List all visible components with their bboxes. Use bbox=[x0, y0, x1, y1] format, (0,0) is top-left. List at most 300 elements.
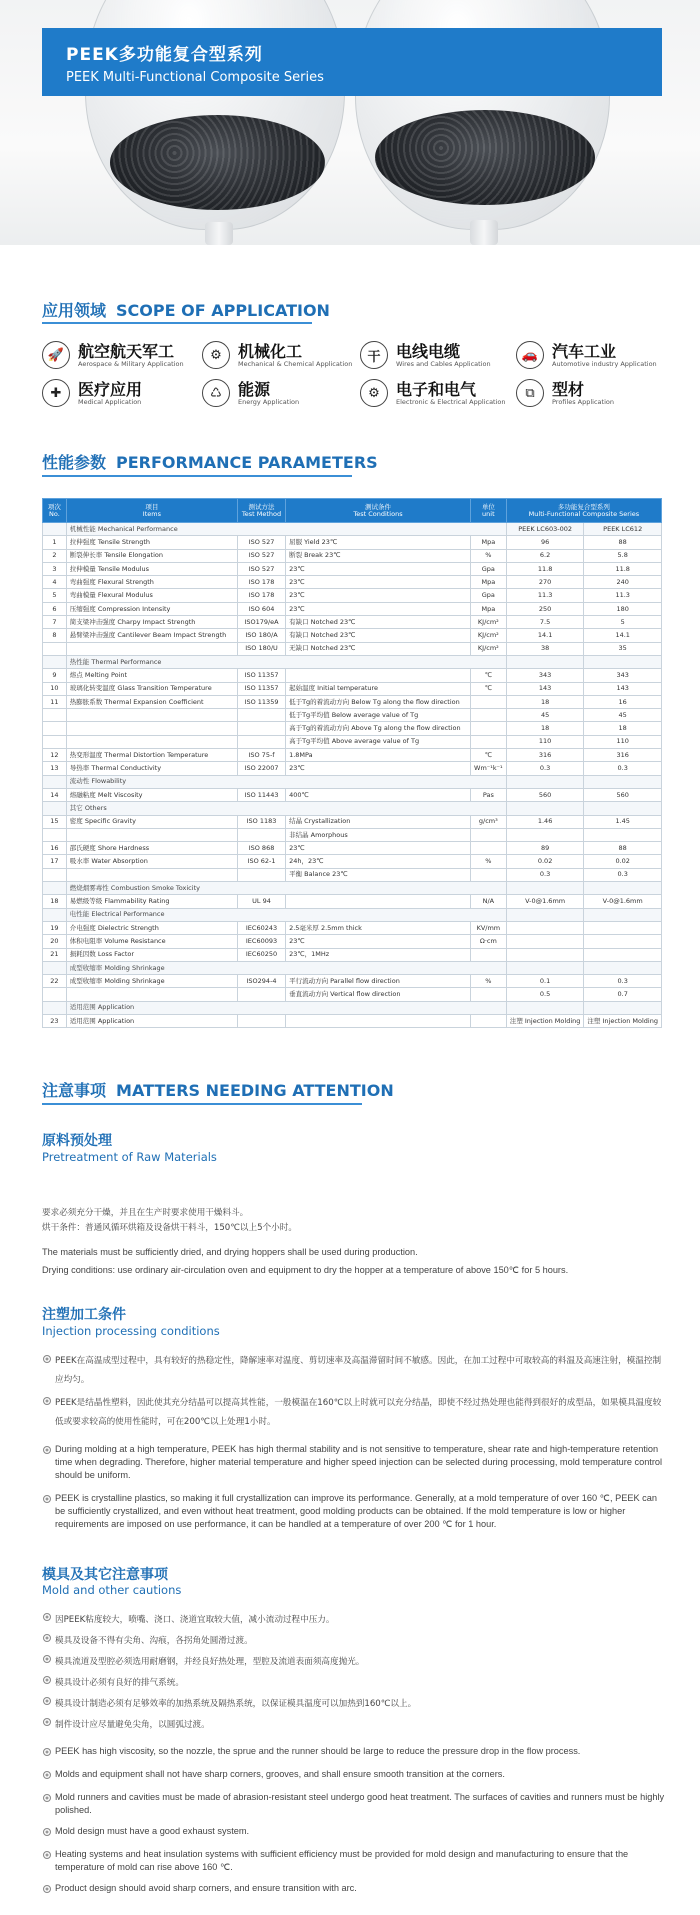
table-cell: 88 bbox=[584, 536, 662, 549]
table-cell: 起始温度 Initial temperature bbox=[286, 682, 471, 695]
header-method: 测试方法 Test Method bbox=[237, 499, 285, 523]
table-cell bbox=[66, 735, 237, 748]
table-cell: PEEK LC603-002 bbox=[506, 523, 584, 536]
table-cell: 有缺口 Notched 23℃ bbox=[286, 629, 471, 642]
table-cell bbox=[584, 775, 662, 788]
table-cell bbox=[506, 935, 584, 948]
injection-title-cn: 注塑加工条件 bbox=[42, 1307, 126, 1323]
table-row bbox=[43, 842, 662, 855]
table-cell bbox=[237, 988, 285, 1001]
table-cell: 11.3 bbox=[506, 589, 584, 602]
table-row bbox=[43, 616, 662, 629]
list-item: PEEK在高温成型过程中，具有较好的热稳定性，降解速率对温度、剪切速率及高温滞留时间不敏感。因此，在加工过程中可取较高的料温及高速注射，模温控制应均匀。 bbox=[42, 1352, 667, 1390]
list-item: 模具设计必须有良好的排气系统。 bbox=[42, 1673, 667, 1694]
table-cell: 有缺口 Notched 23℃ bbox=[286, 616, 471, 629]
table-cell: 7.5 bbox=[506, 616, 584, 629]
table-category-row bbox=[43, 655, 662, 668]
table-cell: 拉伸模量 Tensile Modulus bbox=[66, 562, 237, 575]
table-cell bbox=[237, 828, 285, 841]
table-row bbox=[43, 788, 662, 801]
app-cables: 干 电线电缆 Wires and Cables Application bbox=[360, 340, 510, 372]
table-cell: 240 bbox=[584, 576, 662, 589]
table-row bbox=[43, 602, 662, 615]
table-cell bbox=[43, 722, 67, 735]
table-cell: 3 bbox=[43, 562, 67, 575]
table-category-row bbox=[43, 523, 662, 536]
table-cell: ISO 62-1 bbox=[237, 855, 285, 868]
table-cell: 平衡 Balance 23℃ bbox=[286, 868, 471, 881]
table-cell: 23 bbox=[43, 1014, 67, 1027]
table-cell: 成型收缩率 Molding Shrinkage bbox=[66, 961, 506, 974]
table-cell: ISO 178 bbox=[237, 589, 285, 602]
app-aerospace: 🚀 航空航天军工 Aerospace & Military Application bbox=[42, 340, 192, 372]
table-cell bbox=[43, 961, 67, 974]
app-profiles: ⧉ 型材 Profiles Application bbox=[516, 378, 666, 410]
table-cell: 2 bbox=[43, 549, 67, 562]
table-cell: 16 bbox=[43, 842, 67, 855]
table-cell: 吸水率 Water Absorption bbox=[66, 855, 237, 868]
table-cell: ISO 22007 bbox=[237, 762, 285, 775]
table-cell: 成型收缩率 Molding Shrinkage bbox=[66, 975, 237, 988]
list-item: 模具设计制造必须有足够效率的加热系统及隔热系统，以保证模具温度可以加热到160℃以上。 bbox=[42, 1694, 667, 1715]
table-cell: 14.1 bbox=[584, 629, 662, 642]
header-conditions: 测试条件 Test Conditions bbox=[286, 499, 471, 523]
header-items: 项目 Items bbox=[66, 499, 237, 523]
right-pellets bbox=[375, 110, 595, 205]
table-cell bbox=[286, 1014, 471, 1027]
attention-heading: 注意事项 MATTERS NEEDING ATTENTION bbox=[42, 1081, 394, 1100]
table-cell: 96 bbox=[506, 536, 584, 549]
table-cell bbox=[237, 722, 285, 735]
table-cell: 5.8 bbox=[584, 549, 662, 562]
table-cell: KJ/cm² bbox=[470, 642, 506, 655]
table-cell bbox=[584, 882, 662, 895]
table-row bbox=[43, 562, 662, 575]
table-cell bbox=[506, 961, 584, 974]
table-cell: 4 bbox=[43, 576, 67, 589]
table-cell: % bbox=[470, 975, 506, 988]
table-cell: 11 bbox=[43, 695, 67, 708]
table-row bbox=[43, 868, 662, 881]
table-cell: 23℃ bbox=[286, 576, 471, 589]
mold-cn-list bbox=[42, 1610, 667, 1736]
table-row bbox=[43, 762, 662, 775]
table-cell bbox=[470, 948, 506, 961]
table-cell: 14.1 bbox=[506, 629, 584, 642]
table-cell bbox=[237, 735, 285, 748]
table-cell bbox=[470, 695, 506, 708]
table-cell bbox=[470, 988, 506, 1001]
table-cell: 270 bbox=[506, 576, 584, 589]
table-category-row bbox=[43, 961, 662, 974]
table-cell: 适用范围 Application bbox=[66, 1001, 506, 1014]
pretreat-title-en: Pretreatment of Raw Materials bbox=[42, 1150, 217, 1164]
table-cell: PEEK LC612 bbox=[584, 523, 662, 536]
table-cell: Pas bbox=[470, 788, 506, 801]
table-cell: 拉伸强度 Tensile Strength bbox=[66, 536, 237, 549]
table-cell: ISO 11359 bbox=[237, 695, 285, 708]
app-mechanical: ⚙ 机械化工 Mechanical & Chemical Application bbox=[202, 340, 352, 372]
table-cell: N/A bbox=[470, 895, 506, 908]
table-cell: IEC60093 bbox=[237, 935, 285, 948]
table-cell: 23℃ bbox=[286, 589, 471, 602]
table-cell: % bbox=[470, 855, 506, 868]
table-cell: 体积电阻率 Volume Resistance bbox=[66, 935, 237, 948]
table-category-row bbox=[43, 802, 662, 815]
table-cell: 无缺口 Notched 23℃ bbox=[286, 642, 471, 655]
table-cell: 1.46 bbox=[506, 815, 584, 828]
table-cell: 介电强度 Dielectric Strength bbox=[66, 921, 237, 934]
table-cell: 玻璃化转变温度 Glass Transition Temperature bbox=[66, 682, 237, 695]
header-no: 项次 No. bbox=[43, 499, 67, 523]
table-cell: UL 94 bbox=[237, 895, 285, 908]
table-cell: 23℃ bbox=[286, 842, 471, 855]
table-cell: 143 bbox=[584, 682, 662, 695]
table-row bbox=[43, 735, 662, 748]
table-cell: 23℃ bbox=[286, 602, 471, 615]
table-cell: IEC60250 bbox=[237, 948, 285, 961]
table-cell bbox=[43, 908, 67, 921]
table-cell: ISO 75-f bbox=[237, 749, 285, 762]
table-cell: 17 bbox=[43, 855, 67, 868]
table-cell: 23℃，1MHz bbox=[286, 948, 471, 961]
table-cell: 0.3 bbox=[506, 868, 584, 881]
table-cell bbox=[584, 948, 662, 961]
table-cell bbox=[584, 1001, 662, 1014]
table-cell: 热膨胀系数 Thermal Expansion Coefficient bbox=[66, 695, 237, 708]
mold-title-en: Mold and other cautions bbox=[42, 1583, 182, 1597]
cable-icon: 干 bbox=[360, 341, 388, 369]
table-cell: ISO 604 bbox=[237, 602, 285, 615]
injection-cn-list bbox=[42, 1352, 667, 1432]
table-cell bbox=[43, 775, 67, 788]
table-cell: 13 bbox=[43, 762, 67, 775]
table-cell bbox=[43, 1001, 67, 1014]
table-cell: 45 bbox=[506, 709, 584, 722]
table-cell: 0.3 bbox=[584, 762, 662, 775]
table-row bbox=[43, 629, 662, 642]
chip-icon: ⚙ bbox=[360, 379, 388, 407]
recycle-icon: ♺ bbox=[202, 379, 230, 407]
table-cell: 560 bbox=[584, 788, 662, 801]
table-cell bbox=[470, 1014, 506, 1027]
table-cell: 18 bbox=[506, 695, 584, 708]
rocket-icon: 🚀 bbox=[42, 341, 70, 369]
table-cell bbox=[470, 709, 506, 722]
table-row bbox=[43, 589, 662, 602]
table-cell: g/cm³ bbox=[470, 815, 506, 828]
table-cell bbox=[584, 802, 662, 815]
performance-heading: 性能参数 PERFORMANCE PARAMETERS bbox=[42, 453, 378, 472]
table-row bbox=[43, 709, 662, 722]
list-item: Mold runners and cavities must be made of abrasion-resistant steel undergo good heat treatment. The surfaces of cavities and runners must be highly polished. bbox=[42, 1791, 667, 1817]
table-cell bbox=[584, 921, 662, 934]
table-cell bbox=[584, 908, 662, 921]
table-cell: 250 bbox=[506, 602, 584, 615]
table-cell: KJ/cm² bbox=[470, 616, 506, 629]
table-cell: 38 bbox=[506, 642, 584, 655]
table-cell: 18 bbox=[43, 895, 67, 908]
table-cell: 弯曲强度 Flexural Strength bbox=[66, 576, 237, 589]
table-row bbox=[43, 1014, 662, 1027]
table-cell: 11.8 bbox=[506, 562, 584, 575]
mold-en-list bbox=[42, 1745, 667, 1895]
table-cell: ℃ bbox=[470, 682, 506, 695]
table-cell: Ω·cm bbox=[470, 935, 506, 948]
table-cell: 23℃ bbox=[286, 762, 471, 775]
table-cell bbox=[506, 655, 584, 668]
list-item: PEEK是结晶性塑料，因此使其充分结晶可以提高其性能，一般模温在160℃以上时就可以充分结晶，即使不经过热处理也能得到很好的成型品，如果模具温度较低或要求较高的使用性能时，可在200℃以上处理1小时。 bbox=[42, 1394, 667, 1432]
table-cell: 89 bbox=[506, 842, 584, 855]
left-pellets bbox=[110, 115, 325, 210]
table-cell: 18 bbox=[584, 722, 662, 735]
table-cell: 0.5 bbox=[506, 988, 584, 1001]
table-cell: 机械性能 Mechanical Performance bbox=[66, 523, 506, 536]
banner-title-cn: PEEK多功能复合型系列 bbox=[66, 45, 263, 65]
table-cell: 邵氏硬度 Shore Hardness bbox=[66, 842, 237, 855]
table-cell: 导热率 Thermal Conductivity bbox=[66, 762, 237, 775]
banner-title-en: PEEK Multi-Functional Composite Series bbox=[66, 70, 324, 85]
table-cell bbox=[584, 961, 662, 974]
table-cell: 316 bbox=[584, 749, 662, 762]
gear-icon: ⚙ bbox=[202, 341, 230, 369]
table-cell bbox=[470, 842, 506, 855]
table-cell bbox=[506, 908, 584, 921]
table-cell: ISO179/eA bbox=[237, 616, 285, 629]
table-cell: 0.02 bbox=[506, 855, 584, 868]
list-item: 模具流道及型腔必须选用耐磨钢，并经良好热处理，型腔及流道表面须高度抛光。 bbox=[42, 1652, 667, 1673]
table-cell bbox=[237, 868, 285, 881]
table-cell: 熔点 Melting Point bbox=[66, 669, 237, 682]
list-item: Heating systems and heat insulation systems with sufficient efficiency must be provided for mold design and manufacturing to ensure that the temperature of mold can rise above 160 ℃. bbox=[42, 1848, 667, 1874]
table-cell bbox=[506, 882, 584, 895]
table-cell: 易燃级等级 Flammability Rating bbox=[66, 895, 237, 908]
table-cell: 注塑 Injection Molding bbox=[584, 1014, 662, 1027]
table-row bbox=[43, 948, 662, 961]
table-cell bbox=[584, 655, 662, 668]
table-cell: 高于Tg平均值 Above average value of Tg bbox=[286, 735, 471, 748]
table-cell bbox=[286, 669, 471, 682]
table-cell: 16 bbox=[584, 695, 662, 708]
table-cell bbox=[470, 722, 506, 735]
table-cell: ISO 11443 bbox=[237, 788, 285, 801]
pretreat-en-text: The materials must be sufficiently dried, and drying hoppers shall be used during production. Drying conditions: use ordinary air-circulation oven and equipment to dry the hopper at a temperature of above 150℃ for 5 hours. bbox=[42, 1247, 569, 1275]
table-cell: 11.8 bbox=[584, 562, 662, 575]
table-header-row bbox=[43, 499, 662, 523]
table-cell bbox=[43, 882, 67, 895]
table-cell: 110 bbox=[506, 735, 584, 748]
table-cell: V-0@1.6mm bbox=[506, 895, 584, 908]
table-cell bbox=[470, 735, 506, 748]
table-cell: ℃ bbox=[470, 669, 506, 682]
scope-heading: 应用领域 SCOPE OF APPLICATION bbox=[42, 301, 330, 320]
table-cell bbox=[66, 642, 237, 655]
table-cell: 电性能 Electrical Performance bbox=[66, 908, 506, 921]
table-cell: % bbox=[470, 549, 506, 562]
table-cell bbox=[506, 802, 584, 815]
table-cell: 2.5毫米厚 2.5mm thick bbox=[286, 921, 471, 934]
list-item: 制件设计应尽量避免尖角，以圆弧过渡。 bbox=[42, 1715, 667, 1736]
table-cell: 316 bbox=[506, 749, 584, 762]
table-cell bbox=[506, 948, 584, 961]
table-cell: 6 bbox=[43, 602, 67, 615]
table-cell: V-0@1.6mm bbox=[584, 895, 662, 908]
car-icon: 🚗 bbox=[516, 341, 544, 369]
table-cell bbox=[237, 709, 285, 722]
table-cell bbox=[237, 1014, 285, 1027]
table-cell: 弯曲模量 Flexural Modulus bbox=[66, 589, 237, 602]
table-cell: 压缩强度 Compression Intensity bbox=[66, 602, 237, 615]
table-row bbox=[43, 855, 662, 868]
table-cell: 0.02 bbox=[584, 855, 662, 868]
table-cell: 15 bbox=[43, 815, 67, 828]
injection-en-list bbox=[42, 1443, 667, 1531]
table-row bbox=[43, 749, 662, 762]
table-cell: Gpa bbox=[470, 589, 506, 602]
table-cell: 0.3 bbox=[584, 868, 662, 881]
table-cell: 垂直流动方向 Vertical flow direction bbox=[286, 988, 471, 1001]
table-cell bbox=[43, 802, 67, 815]
table-cell bbox=[43, 655, 67, 668]
table-cell: ISO 11357 bbox=[237, 682, 285, 695]
table-cell bbox=[66, 868, 237, 881]
table-cell bbox=[506, 1001, 584, 1014]
app-medical: ✚ 医疗应用 Medical Application bbox=[42, 378, 192, 410]
table-cell: 343 bbox=[584, 669, 662, 682]
table-cell bbox=[43, 642, 67, 655]
table-cell: KV/mm bbox=[470, 921, 506, 934]
list-item: Mold design must have a good exhaust system. bbox=[42, 1825, 667, 1838]
table-row bbox=[43, 576, 662, 589]
table-cell: Mpa bbox=[470, 536, 506, 549]
table-cell: 88 bbox=[584, 842, 662, 855]
table-cell: 22 bbox=[43, 975, 67, 988]
table-cell: KJ/cm² bbox=[470, 629, 506, 642]
title-banner bbox=[42, 28, 662, 96]
table-cell: ISO 527 bbox=[237, 536, 285, 549]
table-cell: 21 bbox=[43, 948, 67, 961]
table-cell: 结晶 Crystallization bbox=[286, 815, 471, 828]
table-cell: 110 bbox=[584, 735, 662, 748]
table-cell: 35 bbox=[584, 642, 662, 655]
table-cell: ISO 11357 bbox=[237, 669, 285, 682]
table-cell: 11.3 bbox=[584, 589, 662, 602]
table-cell bbox=[470, 828, 506, 841]
table-cell: 损耗因数 Loss Factor bbox=[66, 948, 237, 961]
table-cell: 注塑 Injection Molding bbox=[506, 1014, 584, 1027]
table-cell: ISO 180/U bbox=[237, 642, 285, 655]
table-cell: 高于Tg的着流动方向 Above Tg along the flow direction bbox=[286, 722, 471, 735]
table-cell: 0.7 bbox=[584, 988, 662, 1001]
pretreat-cn-text: 要求必须充分干燥，并且在生产时要求使用干燥料斗。 烘干条件：普通风循环烘箱及设备烘干料斗，150℃以上5个小时。 bbox=[42, 1208, 297, 1233]
table-cell bbox=[506, 775, 584, 788]
injection-title-en: Injection processing conditions bbox=[42, 1324, 220, 1338]
header-series: 多功能复合型系列 Multi-Functional Composite Series bbox=[506, 499, 661, 523]
table-cell: 1.8MPa bbox=[286, 749, 471, 762]
table-cell: 7 bbox=[43, 616, 67, 629]
table-cell: ISO 180/A bbox=[237, 629, 285, 642]
table-cell: 18 bbox=[506, 722, 584, 735]
table-cell: 560 bbox=[506, 788, 584, 801]
table-cell: 14 bbox=[43, 788, 67, 801]
mold-title-cn: 模具及其它注意事项 bbox=[42, 1567, 168, 1583]
table-cell: 流动性 Flowability bbox=[66, 775, 506, 788]
table-cell bbox=[470, 868, 506, 881]
table-category-row bbox=[43, 908, 662, 921]
table-cell bbox=[584, 828, 662, 841]
table-cell: 19 bbox=[43, 921, 67, 934]
table-cell bbox=[43, 828, 67, 841]
table-row bbox=[43, 549, 662, 562]
app-electronic: ⚙ 电子和电气 Electronic & Electrical Application bbox=[360, 378, 510, 410]
table-cell: 断裂伸长率 Tensile Elongation bbox=[66, 549, 237, 562]
table-cell bbox=[43, 709, 67, 722]
table-row bbox=[43, 669, 662, 682]
table-category-row bbox=[43, 882, 662, 895]
table-row bbox=[43, 682, 662, 695]
table-cell: 45 bbox=[584, 709, 662, 722]
scope-rule bbox=[42, 322, 312, 324]
table-cell bbox=[66, 988, 237, 1001]
profile-icon: ⧉ bbox=[516, 379, 544, 407]
table-cell: ISO 178 bbox=[237, 576, 285, 589]
table-cell bbox=[584, 935, 662, 948]
table-cell: 6.2 bbox=[506, 549, 584, 562]
app-automotive: 🚗 汽车工业 Automotive industry Application bbox=[516, 340, 666, 372]
table-cell: Wm⁻¹k⁻¹ bbox=[470, 762, 506, 775]
table-row bbox=[43, 722, 662, 735]
table-cell: 400℃ bbox=[286, 788, 471, 801]
table-cell: 适用范围 Application bbox=[66, 1014, 237, 1027]
table-row bbox=[43, 642, 662, 655]
hero-image bbox=[0, 0, 700, 245]
table-cell: 23℃ bbox=[286, 562, 471, 575]
table-cell: 屈服 Yield 23℃ bbox=[286, 536, 471, 549]
performance-rule bbox=[42, 475, 352, 477]
table-cell: 其它 Others bbox=[66, 802, 506, 815]
table-cell: IEC60243 bbox=[237, 921, 285, 934]
table-cell: ISO 868 bbox=[237, 842, 285, 855]
table-cell bbox=[66, 709, 237, 722]
table-cell: 24h，23℃ bbox=[286, 855, 471, 868]
table-cell: 23℃ bbox=[286, 935, 471, 948]
table-cell: 10 bbox=[43, 682, 67, 695]
table-cell: 燃烧烟雾毒性 Combustion Smoke Toxicity bbox=[66, 882, 506, 895]
table-cell: ISO294-4 bbox=[237, 975, 285, 988]
table-cell: Gpa bbox=[470, 562, 506, 575]
table-cell: 熔融粘度 Melt Viscosity bbox=[66, 788, 237, 801]
pretreat-title-cn: 原料预处理 bbox=[42, 1133, 112, 1149]
table-cell bbox=[43, 523, 67, 536]
table-row bbox=[43, 695, 662, 708]
table-row bbox=[43, 921, 662, 934]
list-item: 模具及设备不得有尖角、沟痕，各拐角处圆滑过渡。 bbox=[42, 1631, 667, 1652]
table-cell: ISO 527 bbox=[237, 562, 285, 575]
table-row bbox=[43, 536, 662, 549]
header-unit: 单位 unit bbox=[470, 499, 506, 523]
table-cell: 悬臂梁冲击强度 Cantilever Beam Impact Strength bbox=[66, 629, 237, 642]
table-cell: 热变形温度 Thermal Distortion Temperature bbox=[66, 749, 237, 762]
table-cell: 1 bbox=[43, 536, 67, 549]
table-cell bbox=[66, 722, 237, 735]
table-cell: 热性能 Thermal Performance bbox=[66, 655, 506, 668]
table-cell: 5 bbox=[43, 589, 67, 602]
table-cell: Mpa bbox=[470, 602, 506, 615]
table-cell: 9 bbox=[43, 669, 67, 682]
table-cell: ISO 1183 bbox=[237, 815, 285, 828]
list-item: Product design should avoid sharp corners, and ensure transition with arc. bbox=[42, 1882, 667, 1895]
table-cell bbox=[506, 828, 584, 841]
